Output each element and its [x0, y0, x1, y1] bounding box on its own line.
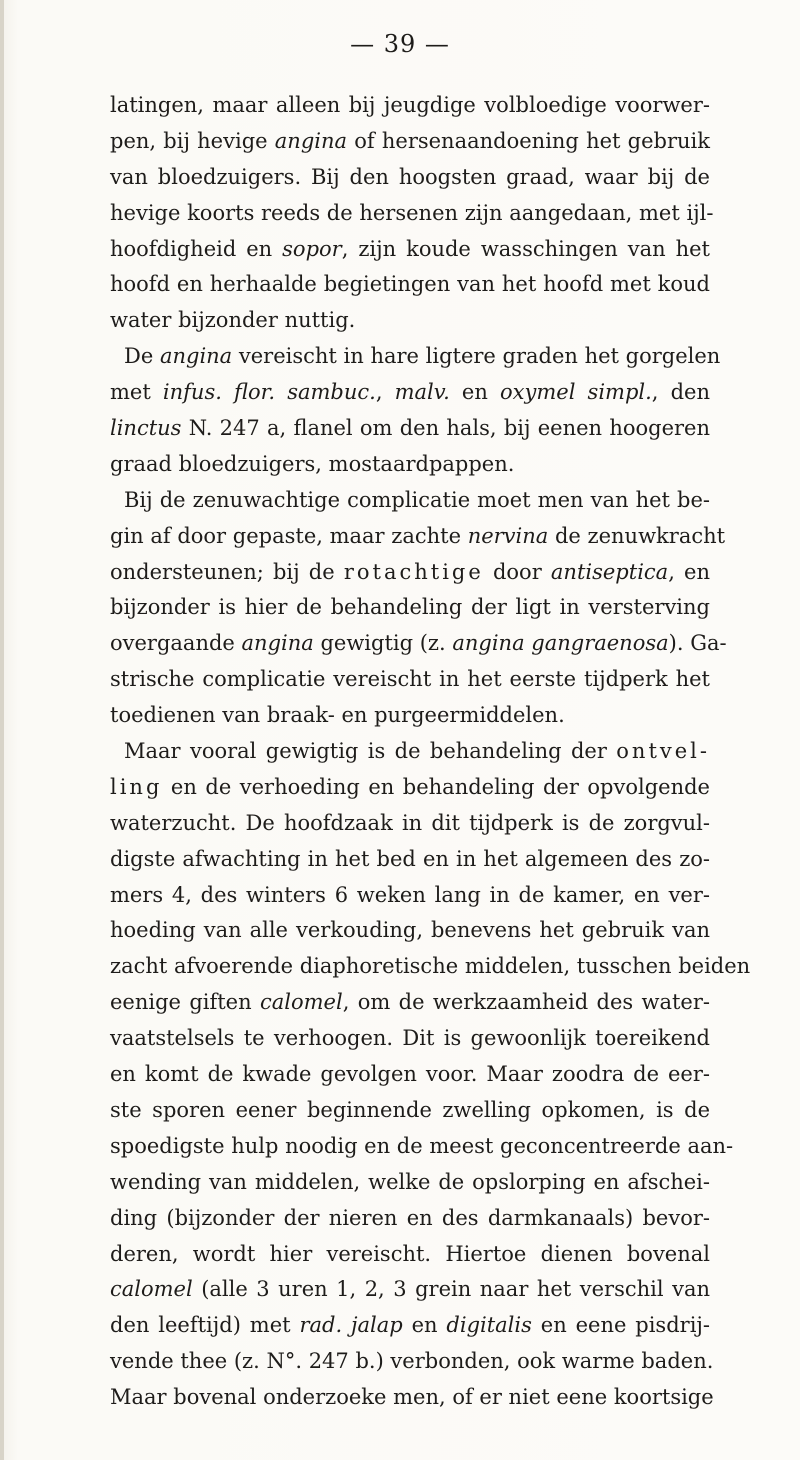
text-line: [110, 698, 710, 734]
text-segment: Bij de zenuwachtige complicatie moet men van het be-: [124, 487, 710, 512]
text-segment: hevige koorts reeds de hersenen zijn aangedaan, met ijl-: [110, 200, 714, 225]
text-segment: graad bloedzuigers, mostaardpappen.: [110, 451, 515, 476]
text-line: [110, 1201, 710, 1237]
text-segment: De: [124, 344, 160, 369]
text-line: [110, 88, 710, 124]
text-segment: , zijn koude wasschingen van het: [341, 236, 710, 261]
text-line: [110, 878, 710, 914]
text-line: [110, 1129, 734, 1165]
text-segment: met: [110, 380, 163, 405]
text-segment: en de verhoeding en behandeling der opvolgende: [162, 774, 710, 799]
text-line: [110, 626, 727, 662]
text-line: [110, 519, 726, 555]
spaced-emphasis: ling: [110, 774, 163, 799]
text-segment: zacht afvoerende diaphoretische middelen, tusschen beiden: [110, 954, 751, 979]
text-line: [110, 662, 710, 698]
text-segment: bijzonder is hier de behandeling der ligt in versterving: [110, 595, 710, 620]
text-line: [110, 483, 710, 519]
text-segment: door: [483, 559, 551, 584]
text-segment: en: [449, 380, 501, 405]
spaced-emphasis: rotachtige: [343, 559, 484, 584]
text-segment: deren, wordt hier vereischt. Hiertoe dienen bovenal: [110, 1241, 710, 1266]
page-number: — 39 —: [350, 30, 450, 58]
italic-term: rad. jalap: [299, 1313, 403, 1338]
text-segment: vende thee (z. N°. 247 b.) verbonden, ook warme baden.: [110, 1349, 714, 1374]
text-segment: water bijzonder nuttig.: [110, 308, 356, 333]
text-line: [110, 1237, 710, 1273]
text-line: [110, 1057, 710, 1093]
italic-term: malv.: [394, 380, 450, 405]
text-segment: , den: [651, 380, 710, 405]
text-line: [110, 985, 710, 1021]
text-segment: van bloedzuigers. Bij den hoogsten graad, waar bij de: [110, 164, 710, 189]
text-line: [110, 770, 710, 806]
text-segment: , om de werkzaamheid des water-: [342, 990, 710, 1015]
text-segment: ). Ga-: [668, 631, 727, 656]
italic-term: angina: [159, 344, 233, 369]
text-line: [110, 375, 710, 411]
text-line: [110, 196, 714, 232]
text-segment: of hersenaandoening het gebruik: [347, 128, 711, 153]
text-line: [110, 1380, 714, 1416]
text-segment: digste afwachting in het bed en in het algemeen des zo-: [110, 846, 710, 871]
text-line: [110, 1021, 710, 1057]
text-segment: mers 4, des winters 6 weken lang in de kamer, en ver-: [110, 882, 710, 907]
text-segment: overgaande: [110, 631, 242, 656]
text-line: [110, 949, 751, 985]
text-segment: vaatstelsels te verhoogen. Dit is gewoonlijk toereikend: [110, 1026, 710, 1051]
text-line: [110, 411, 710, 447]
text-segment: ondersteunen; bij de: [110, 559, 344, 584]
text-line: [110, 232, 710, 268]
text-segment: N. 247 a, flanel om den hals, bij eenen hoogeren: [181, 416, 710, 441]
text-segment: toedienen van braak- en purgeermiddelen.: [110, 703, 565, 728]
text-line: [110, 734, 710, 770]
italic-term: angina gangraenosa: [452, 631, 669, 656]
italic-term: sopor: [282, 236, 342, 261]
text-segment: ste sporen eener beginnende zwelling opkomen, is de: [110, 1097, 710, 1122]
text-segment: latingen, maar alleen bij jeugdige volbloedige voorwer-: [110, 93, 710, 117]
text-line: [110, 124, 710, 160]
text-segment: , en: [668, 559, 710, 584]
text-segment: spoedigste hulp noodig en de meest geconcentreerde aan-: [110, 1133, 734, 1158]
italic-term: calomel: [110, 1277, 193, 1302]
body-text: [110, 88, 751, 1416]
italic-term: calomel: [260, 990, 343, 1015]
text-line: [110, 267, 710, 303]
text-line: [110, 590, 710, 626]
text-segment: den leeftijd) met: [110, 1313, 300, 1338]
text-segment: hoofd en herhaalde begietingen van het hoofd met koud: [110, 272, 710, 297]
text-line: [110, 160, 710, 196]
italic-term: oxymel simpl.: [500, 380, 652, 405]
text-segment: en eene pisdrij-: [531, 1313, 711, 1338]
text-line: [110, 339, 721, 375]
text-segment: hoeding van alle verkouding, benevens het gebruik van: [110, 918, 710, 943]
text-line: [110, 447, 710, 483]
text-segment: waterzucht. De hoofdzaak in dit tijdperk is de zorgvul-: [110, 810, 710, 835]
text-line: [110, 1308, 710, 1344]
text-segment: strische complicatie vereischt in het eerste tijdperk het: [110, 667, 710, 692]
italic-term: nervina: [467, 523, 549, 548]
text-segment: ding (bijzonder der nieren en des darmkanaals) bevor-: [110, 1205, 710, 1230]
italic-term: linctus: [110, 416, 182, 441]
text-segment: en komt de kwade gevolgen voor. Maar zoodra de eer-: [110, 1062, 710, 1087]
text-line: [110, 1272, 710, 1308]
text-segment: pen, bij hevige: [110, 128, 275, 153]
text-segment: de zenuwkracht: [548, 523, 726, 548]
text-line: [110, 303, 710, 339]
spaced-emphasis: ontvel-: [616, 739, 710, 764]
italic-term: antiseptica: [550, 559, 669, 584]
text-segment: (alle 3 uren 1, 2, 3 grein naar het verschil van: [192, 1277, 710, 1302]
text-line: [110, 913, 710, 949]
text-line: [110, 1344, 714, 1380]
text-segment: gewigtig (z.: [313, 631, 453, 656]
text-segment: Maar vooral gewigtig is de behandeling der: [124, 739, 617, 764]
text-segment: en: [402, 1313, 447, 1338]
text-segment: wending van middelen, welke de opslorping en afschei-: [110, 1169, 710, 1194]
italic-term: infus. flor. sambuc.: [162, 380, 376, 405]
page-edge: [0, 0, 4, 1460]
text-segment: eenige giften: [110, 990, 260, 1015]
text-line: [110, 842, 710, 878]
text-segment: hoofdigheid en: [110, 236, 283, 261]
text-segment: Maar bovenal onderzoeke men, of er niet eene koortsige: [110, 1385, 714, 1410]
text-line: [110, 806, 710, 842]
italic-term: digitalis: [446, 1313, 532, 1338]
text-line: [110, 1093, 710, 1129]
text-line: [110, 555, 710, 591]
text-segment: ,: [375, 380, 395, 405]
italic-term: angina: [274, 128, 348, 153]
italic-term: angina: [241, 631, 314, 656]
text-line: [110, 1165, 710, 1201]
text-segment: gin af door gepaste, maar zachte: [110, 523, 468, 548]
text-segment: vereischt in hare ligtere graden het gorgelen: [232, 344, 721, 369]
